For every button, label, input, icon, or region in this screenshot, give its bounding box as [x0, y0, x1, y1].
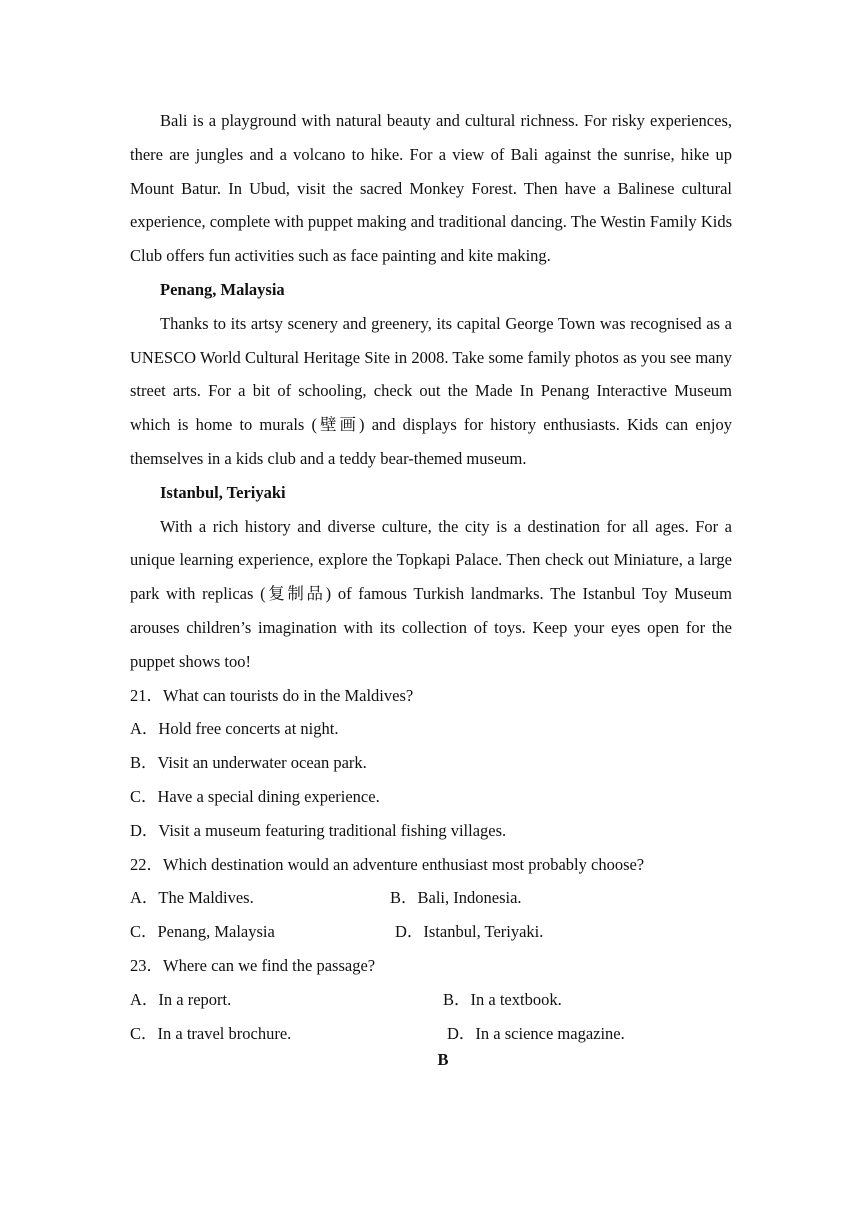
question-22-option-c: C．Penang, Malaysia [130, 922, 275, 942]
question-23-option-c: C．In a travel brochure. [130, 1023, 292, 1043]
penang-paragraph: Thanks to its artsy scenery and greenery, its capital George Town was recognised as a UNESCO World Cultural Heritage Site in 2008. Take some family photos as you see many street arts. For a bit of schooling, check out the Made In Penang Interactive Museum which is home to murals (壁画) and displays for history enthusiasts. Kids can enjoy themselves in a kids club and a teddy bear-themed museum. [130, 313, 732, 468]
question-23-stem: 23．Where can we find the passage? [130, 955, 376, 975]
question-23-option-b: B．In a textbook. [443, 989, 562, 1009]
penang-heading: Penang, Malaysia [160, 279, 285, 299]
question-22-option-a: A．The Maldives. [130, 888, 254, 908]
bali-paragraph: Bali is a playground with natural beauty and cultural richness. For risky experiences, there are jungles and a volcano to hike. For a view of Bali against the sunrise, hike up Mount Batur. In Ubud, visit the sacred Monkey Forest. Then have a Balinese cultural experience, complete with puppet making and traditional dancing. The Westin Family Kids Club offers fun activities such as face painting and kite making. [130, 111, 732, 266]
question-23-option-d: D．In a science magazine. [447, 1023, 625, 1043]
question-21-option-a: A．Hold free concerts at night. [130, 719, 339, 739]
question-21-stem: 21．What can tourists do in the Maldives? [130, 685, 414, 705]
question-21-option-b: B．Visit an underwater ocean park. [130, 753, 367, 773]
question-21-option-d: D．Visit a museum featuring traditional fishing villages. [130, 820, 507, 840]
question-22 [130, 848, 732, 949]
istanbul-paragraph: With a rich history and diverse culture, the city is a destination for all ages. For a unique learning experience, explore the Topkapi Palace. Then check out Miniature, a large park with replicas (复制品) of famous Turkish landmarks. The Istanbul Toy Museum arouses children’s imagination with its collection of toys. Keep your eyes open for the puppet shows too! [130, 516, 732, 671]
question-22-options-row-2 [130, 915, 732, 949]
question-23-options-row-1 [130, 983, 732, 1017]
section-b-heading: B [437, 1050, 449, 1070]
question-23-options-row-2 [130, 1017, 732, 1051]
question-21-option-c: C．Have a special dining experience. [130, 786, 380, 806]
question-22-option-b: B．Bali, Indonesia. [390, 888, 522, 908]
page-content [130, 104, 732, 1070]
question-22-option-d: D．Istanbul, Teriyaki. [395, 922, 544, 942]
question-23 [130, 949, 732, 1050]
question-23-option-a: A．In a report. [130, 989, 232, 1009]
question-22-stem: 22．Which destination would an adventure enthusiast most probably choose? [130, 854, 645, 874]
istanbul-heading: Istanbul, Teriyaki [160, 482, 286, 502]
question-22-options-row-1 [130, 881, 732, 915]
question-21 [130, 679, 732, 848]
